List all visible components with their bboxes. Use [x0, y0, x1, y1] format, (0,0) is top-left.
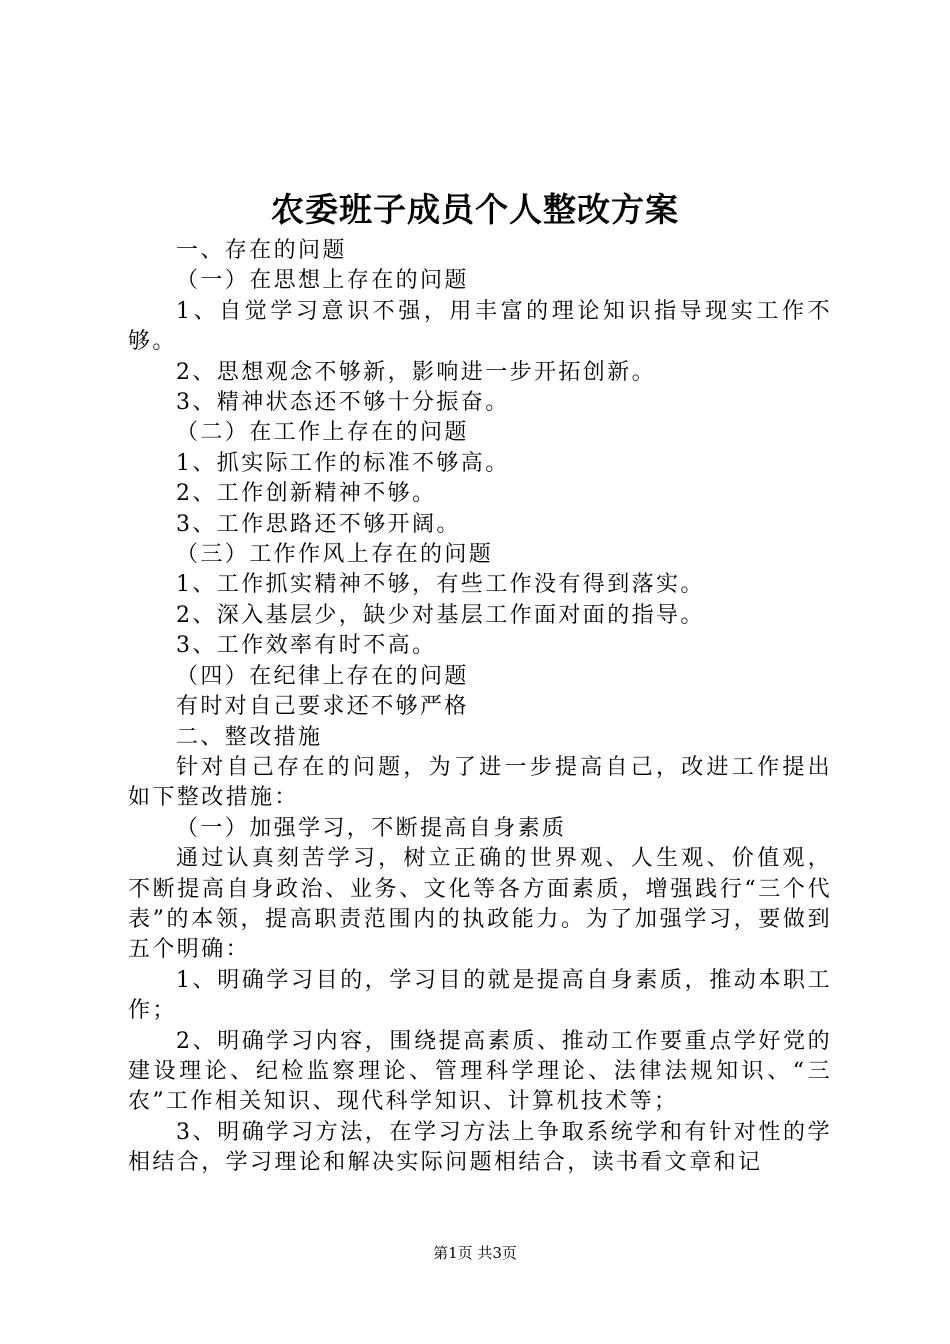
subsection-heading: （三）工作作风上存在的问题 [176, 542, 494, 568]
section-heading: 二、整改措施 [176, 724, 323, 750]
subsection-heading: （四）在纪律上存在的问题 [176, 663, 469, 689]
list-item: 2、深入基层少，缺少对基层工作面对面的指导。 [176, 602, 705, 628]
section-heading: 一、存在的问题 [176, 238, 347, 263]
list-item: 2、工作创新精神不够。 [176, 481, 437, 507]
body-paragraph: 针对自己存在的问题，为了进一步提高自己，改进工作提出如下整改措施： [128, 754, 832, 811]
list-item: 1、工作抓实精神不够，有些工作没有得到落实。 [176, 572, 705, 598]
document-body [128, 236, 832, 1179]
list-item: 1、明确学习目的，学习目的就是提高自身素质，推动本职工作； [128, 967, 832, 1024]
page-number-label: 第1页 共3页 [433, 1244, 517, 1262]
list-item: 3、工作效率有时不高。 [176, 633, 437, 659]
subsection-heading: （一）加强学习，不断提高自身素质 [176, 815, 567, 841]
list-item: 1、自觉学习意识不强，用丰富的理论知识指导现实工作不够。 [128, 298, 832, 355]
list-item: 2、明确学习内容，围绕提高素质、推动工作要重点学好党的建设理论、纪检监察理论、管理科学理论、法律法规知识、“三农”工作相关知识、现代科学知识、计算机技术等； [128, 1028, 832, 1115]
list-item: 3、精神状态还不够十分振奋。 [176, 390, 510, 416]
list-item: 2、思想观念不够新，影响进一步开拓创新。 [176, 359, 656, 385]
subsection-heading: （二）在工作上存在的问题 [176, 420, 469, 446]
body-paragraph: 通过认真刻苦学习，树立正确的世界观、人生观、价值观，不断提高自身政治、业务、文化等各方面素质，增强践行“三个代表”的本领，提高职责范围内的执政能力。为了加强学习，要做到五个明确： [128, 846, 832, 963]
page-footer [0, 1243, 950, 1263]
document-title: 农委班子成员个人整改方案 [271, 190, 679, 229]
list-item: 3、明确学习方法，在学习方法上争取系统学和有针对性的学相结合，学习理论和解决实际问题相结合，读书看文章和记 [128, 1119, 832, 1176]
list-item: 1、抓实际工作的标准不够高。 [176, 450, 510, 476]
list-item: 3、工作思路还不够开阔。 [176, 511, 461, 537]
body-paragraph: 有时对自己要求还不够严格 [176, 694, 469, 720]
subsection-heading: （一）在思想上存在的问题 [176, 268, 469, 294]
